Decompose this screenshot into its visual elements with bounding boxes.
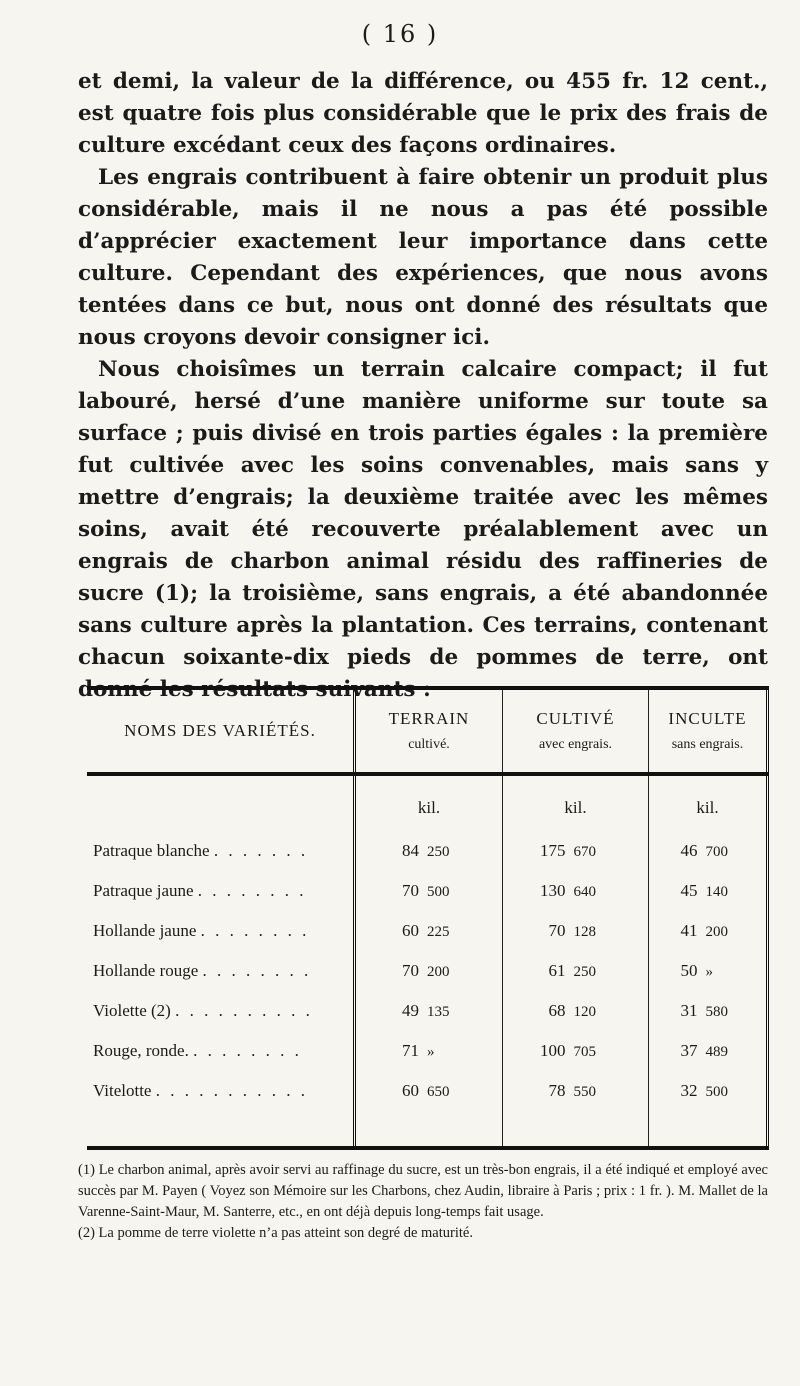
inculte-cell bbox=[649, 911, 768, 951]
inculte-cell bbox=[649, 1071, 768, 1111]
cultive-kilos: 175 bbox=[540, 840, 566, 860]
header-label: CULTIVÉ bbox=[536, 709, 615, 728]
leader-dots: . . . . . . . . . . bbox=[175, 1000, 313, 1020]
terrain-grams: 250 bbox=[427, 843, 450, 860]
variety-name-cell bbox=[87, 831, 355, 871]
cultive-cell bbox=[503, 831, 649, 871]
cultive-kilos: 61 bbox=[548, 960, 566, 980]
header-terrain bbox=[355, 690, 503, 774]
cultive-grams: 550 bbox=[573, 1083, 596, 1100]
variety-name: Hollande jaune bbox=[93, 920, 197, 940]
leader-dots: . . . . . . . . bbox=[200, 920, 310, 940]
terrain-kilos: 71 bbox=[402, 1040, 419, 1060]
terrain-kilos: 60 bbox=[402, 1080, 419, 1100]
cultive-grams: 128 bbox=[573, 923, 596, 940]
cultive-kilos: 70 bbox=[548, 920, 566, 940]
inculte-cell bbox=[649, 951, 768, 991]
inculte-grams: 500 bbox=[705, 1083, 728, 1100]
inculte-kilos: 37 bbox=[680, 1040, 698, 1060]
page-number: ( 16 ) bbox=[361, 20, 439, 48]
variety-name-cell bbox=[87, 911, 355, 951]
inculte-kilos: 45 bbox=[680, 880, 698, 900]
variety-name: Patraque jaune bbox=[93, 880, 194, 900]
footnote: (1) Le charbon animal, après avoir servi au raffinage du sucre, est un très-bon engrais, il a été indiqué et employé avec succès par M. Payen ( Voyez son Mémoire sur les Charbons, chez Audin, libraire à Paris ; prix : 1 fr. ). M. Mallet de la Varenne-Saint-Maur, M. Santerre, etc., en ont déjà depuis long-temps fait usage. bbox=[78, 1162, 768, 1220]
terrain-grams: 650 bbox=[427, 1083, 450, 1100]
table-row bbox=[87, 1071, 768, 1111]
terrain-kilos: 70 bbox=[402, 960, 419, 980]
inculte-grams: 580 bbox=[705, 1003, 728, 1020]
inculte-grams: 700 bbox=[705, 843, 728, 860]
terrain-grams: 135 bbox=[427, 1003, 450, 1020]
inculte-grams: 489 bbox=[705, 1043, 728, 1060]
leader-dots: . . . . . . . . bbox=[193, 1040, 302, 1060]
terrain-cell bbox=[355, 871, 503, 911]
paragraph: et demi, la valeur de la différence, ou 455 fr. 12 cent., est quatre fois plus considérable que le prix des frais de culture excédant ceux des façons ordinaires. bbox=[78, 69, 768, 158]
inculte-grams: 200 bbox=[705, 923, 728, 940]
terrain-cell bbox=[355, 1071, 503, 1111]
unit-cell: kil. bbox=[649, 774, 768, 831]
cultive-grams: 250 bbox=[573, 963, 596, 980]
variety-name: Vitelotte bbox=[93, 1080, 152, 1100]
variety-name-cell bbox=[87, 1031, 355, 1071]
terrain-grams: 225 bbox=[427, 923, 450, 940]
header-sublabel: avec engrais. bbox=[538, 737, 613, 752]
terrain-cell bbox=[355, 1031, 503, 1071]
cultive-cell bbox=[503, 951, 649, 991]
header-label: NOMS DES VARIÉTÉS. bbox=[124, 721, 316, 740]
header-label: TERRAIN bbox=[388, 709, 470, 728]
cultive-cell bbox=[503, 911, 649, 951]
terrain-kilos: 70 bbox=[402, 880, 419, 900]
inculte-kilos: 31 bbox=[680, 1000, 698, 1020]
table-row bbox=[87, 831, 768, 871]
variety-name: Patraque blanche bbox=[93, 840, 210, 860]
inculte-cell bbox=[649, 1031, 768, 1071]
cultive-grams: 640 bbox=[573, 883, 596, 900]
spacer-cell bbox=[503, 1111, 649, 1146]
unit-cell: kil. bbox=[355, 774, 503, 831]
units-row bbox=[87, 774, 768, 831]
header-sublabel: cultivé. bbox=[408, 737, 450, 752]
unit-cell: kil. bbox=[503, 774, 649, 831]
variety-name: Rouge, ronde. bbox=[93, 1040, 189, 1060]
terrain-kilos: 49 bbox=[402, 1000, 419, 1020]
leader-dots: . . . . . . . . . . . bbox=[155, 1080, 308, 1100]
table-row bbox=[87, 911, 768, 951]
cultive-kilos: 130 bbox=[540, 880, 566, 900]
header-inculte bbox=[649, 690, 768, 774]
unit-cell bbox=[87, 774, 355, 831]
table-row bbox=[87, 871, 768, 911]
cultive-kilos: 100 bbox=[540, 1040, 566, 1060]
terrain-grams: » bbox=[427, 1043, 435, 1060]
variety-name: Violette (2) bbox=[93, 1000, 171, 1020]
spacer-cell bbox=[355, 1111, 503, 1146]
inculte-kilos: 32 bbox=[680, 1080, 698, 1100]
paragraph: Les engrais contribuent à faire obtenir un produit plus considérable, mais il ne nous a pas été possible d’apprécier exactement leur importance dans cette culture. Cependant des expériences, que nous avons tentées dans ce but, nous ont donné des résultats que nous croyons devoir consigner ici. bbox=[78, 165, 768, 350]
inculte-cell bbox=[649, 991, 768, 1031]
header-varieties bbox=[87, 690, 355, 774]
inculte-cell bbox=[649, 831, 768, 871]
header-cultive bbox=[503, 690, 649, 774]
variety-name: Hollande rouge bbox=[93, 960, 199, 980]
cultive-grams: 705 bbox=[573, 1043, 596, 1060]
inculte-grams: 140 bbox=[705, 883, 728, 900]
terrain-kilos: 84 bbox=[402, 840, 419, 860]
terrain-kilos: 60 bbox=[402, 920, 419, 940]
inculte-grams: » bbox=[705, 963, 713, 980]
inculte-cell bbox=[649, 871, 768, 911]
cultive-grams: 120 bbox=[573, 1003, 596, 1020]
paragraph: Nous choisîmes un terrain calcaire compact; il fut labouré, hersé d’une manière uniforme sur toute sa surface ; puis divisé en trois parties égales : la première fut cultivée avec les soins convenables, mais sans y mettre d’engrais; la deuxième traitée avec les mêmes soins, avait été recouverte préalablement avec un engrais de charbon animal résidu des raffineries de sucre (1); la troisième, sans engrais, a été abandonnée sans culture après la plantation. Ces terrains, contenant chacun soixante-dix pieds de pommes de terre, ont donné les résultats suivants : bbox=[78, 357, 768, 702]
table-spacer-row bbox=[87, 1111, 768, 1146]
terrain-cell bbox=[355, 831, 503, 871]
header-sublabel: sans engrais. bbox=[671, 737, 744, 752]
spacer-cell bbox=[87, 1111, 355, 1146]
cultive-grams: 670 bbox=[573, 843, 596, 860]
cultive-kilos: 68 bbox=[548, 1000, 566, 1020]
body-text bbox=[78, 66, 768, 706]
inculte-kilos: 46 bbox=[680, 840, 698, 860]
variety-name-cell bbox=[87, 1071, 355, 1111]
table-header-row bbox=[87, 690, 768, 774]
cultive-kilos: 78 bbox=[548, 1080, 566, 1100]
cultive-cell bbox=[503, 871, 649, 911]
terrain-cell bbox=[355, 911, 503, 951]
results-table bbox=[87, 686, 769, 1150]
leader-dots: . . . . . . . . bbox=[197, 880, 307, 900]
spacer-cell bbox=[649, 1111, 768, 1146]
terrain-cell bbox=[355, 991, 503, 1031]
leader-dots: . . . . . . . . bbox=[202, 960, 312, 980]
terrain-cell bbox=[355, 951, 503, 991]
terrain-grams: 200 bbox=[427, 963, 450, 980]
variety-name-cell bbox=[87, 991, 355, 1031]
header-label: INCULTE bbox=[668, 709, 747, 728]
footnote: (2) La pomme de terre violette n’a pas atteint son degré de maturité. bbox=[78, 1225, 473, 1241]
inculte-kilos: 50 bbox=[680, 960, 698, 980]
table-row bbox=[87, 1031, 768, 1071]
variety-name-cell bbox=[87, 871, 355, 911]
footnotes bbox=[78, 1160, 768, 1244]
table-row bbox=[87, 991, 768, 1031]
inculte-kilos: 41 bbox=[680, 920, 698, 940]
variety-name-cell bbox=[87, 951, 355, 991]
cultive-cell bbox=[503, 1071, 649, 1111]
cultive-cell bbox=[503, 1031, 649, 1071]
terrain-grams: 500 bbox=[427, 883, 450, 900]
cultive-cell bbox=[503, 991, 649, 1031]
table-row bbox=[87, 951, 768, 991]
leader-dots: . . . . . . . bbox=[213, 840, 309, 860]
